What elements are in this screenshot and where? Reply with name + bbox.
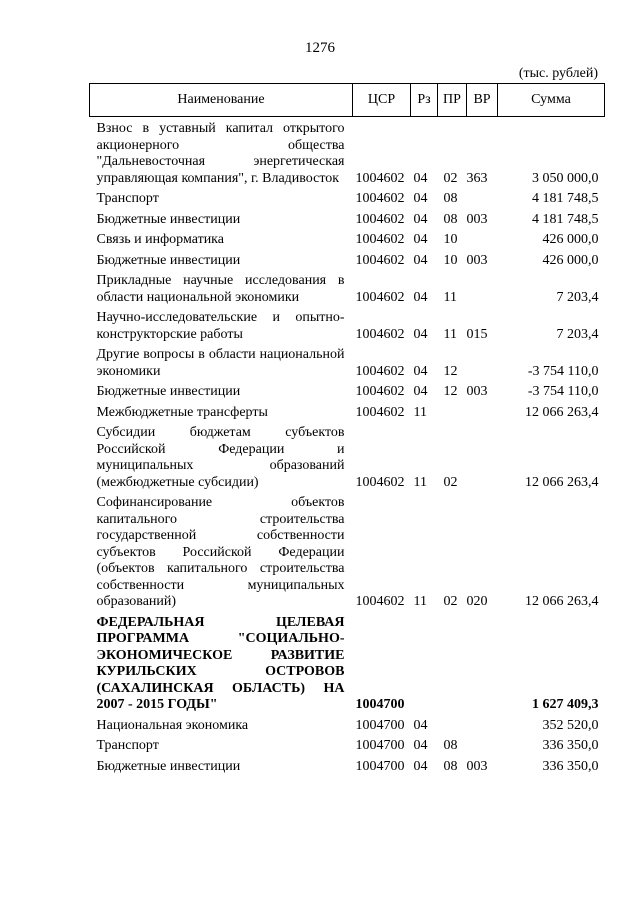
- row-sum: 7 203,4: [556, 326, 599, 342]
- row-pr: [438, 714, 467, 735]
- row-csr: 1004602: [355, 252, 405, 268]
- row-rz: 04: [413, 758, 428, 774]
- row-pr: 11: [443, 289, 457, 305]
- row-vr: 015: [466, 326, 488, 342]
- table-body: [90, 117, 605, 776]
- row-name: Бюджетные инвестиции: [96, 384, 241, 399]
- row-vr: 003: [466, 384, 488, 399]
- row-vr: 003: [466, 758, 488, 774]
- row-name: Национальная экономика: [96, 717, 249, 733]
- row-rz: 04: [413, 252, 428, 268]
- row-pr: 11: [443, 326, 457, 342]
- row-pr: 12: [443, 363, 458, 379]
- row-vr: 020: [466, 594, 488, 609]
- row-pr: 02: [443, 170, 458, 186]
- table-row: [90, 491, 605, 611]
- row-sum: 12 066 263,4: [525, 404, 599, 420]
- row-pr: 10: [443, 252, 458, 268]
- row-name: ФЕДЕРАЛЬНАЯ ЦЕЛЕВАЯ ПРОГРАММА "СОЦИАЛЬНО-ЭКОНОМИЧЕСКОЕ РАЗВИТИЕ КУРИЛЬСКИХ ОСТРОВОВ (САХАЛИНСКАЯ ОБЛАСТЬ) НА 2007 - 2015 ГОДЫ": [96, 614, 345, 712]
- row-pr: 02: [443, 474, 458, 490]
- row-csr: 1004602: [355, 594, 405, 609]
- row-name: Субсидии бюджетам субъектов Российской Федерации и муниципальных образований (межбюджетные субсидии): [96, 425, 345, 490]
- table-row: [90, 228, 605, 249]
- row-sum: 426 000,0: [542, 252, 599, 268]
- row-csr: 1004602: [355, 191, 405, 206]
- row-name: Связь и информатика: [96, 232, 224, 247]
- row-name: Прикладные научные исследования в области национальной экономики: [96, 273, 345, 305]
- row-vr: [467, 343, 498, 380]
- row-rz: 04: [413, 326, 428, 342]
- row-pr: [438, 611, 467, 714]
- row-sum: 1 627 409,3: [532, 697, 599, 712]
- header-rz: Рз: [411, 84, 438, 117]
- row-name: Бюджетные инвестиции: [96, 252, 241, 268]
- header-pr: ПР: [438, 84, 467, 117]
- table-row: [90, 187, 605, 208]
- table-row: [90, 306, 605, 343]
- row-sum: 7 203,4: [556, 289, 599, 305]
- row-rz: 04: [413, 738, 428, 753]
- header-vr: ВР: [467, 84, 498, 117]
- table-row: [90, 343, 605, 380]
- units-label: (тыс. рублей): [518, 66, 598, 81]
- row-pr: 08: [443, 758, 458, 774]
- row-vr: 003: [466, 211, 488, 227]
- row-pr: 08: [443, 211, 458, 227]
- table-row: [90, 755, 605, 776]
- row-csr: 1004700: [355, 697, 405, 712]
- row-sum: 4 181 748,5: [532, 211, 599, 227]
- row-vr: 363: [466, 170, 488, 186]
- row-pr: [438, 401, 467, 422]
- row-name: Взнос в уставный капитал открытого акционерного общества "Дальневосточная энергетическая управляющая компания", г. Владивосток: [96, 121, 345, 186]
- row-sum: 12 066 263,4: [525, 594, 599, 609]
- row-rz: 04: [413, 191, 428, 206]
- row-csr: 1004602: [355, 404, 405, 420]
- table-row: [90, 734, 605, 755]
- row-pr: 08: [443, 738, 458, 753]
- row-csr: 1004602: [355, 363, 405, 379]
- row-rz: 04: [413, 211, 428, 227]
- budget-table: [89, 83, 605, 775]
- row-name: Бюджетные инвестиции: [96, 211, 241, 227]
- row-csr: 1004700: [355, 717, 405, 733]
- row-vr: [467, 421, 498, 491]
- row-rz: 04: [413, 363, 428, 379]
- row-sum: 12 066 263,4: [525, 474, 599, 490]
- row-rz: 04: [413, 232, 428, 247]
- row-sum: -3 754 110,0: [527, 384, 599, 399]
- row-vr: 003: [466, 252, 488, 268]
- row-vr: [467, 401, 498, 422]
- row-vr: [467, 714, 498, 735]
- row-pr: 12: [443, 384, 458, 399]
- row-csr: 1004602: [355, 232, 405, 247]
- row-pr: 10: [443, 232, 458, 247]
- row-rz: [411, 611, 438, 714]
- row-csr: 1004602: [355, 326, 405, 342]
- row-sum: 426 000,0: [542, 232, 599, 247]
- row-vr: [467, 734, 498, 755]
- row-rz: 11: [413, 474, 427, 490]
- table-row: [90, 269, 605, 306]
- row-vr: [467, 269, 498, 306]
- row-pr: 08: [443, 191, 458, 206]
- row-rz: 04: [413, 170, 428, 186]
- row-name: Софинансирование объектов капитального строительства государственной собственности субъектов Российской Федерации (объектов капитального строительства собственности муниципальных образований): [96, 495, 345, 609]
- row-csr: 1004602: [355, 474, 405, 490]
- header-csr: ЦСР: [353, 84, 411, 117]
- page-number: 1276: [305, 40, 335, 56]
- row-rz: 04: [413, 717, 428, 733]
- row-rz: 11: [413, 594, 427, 609]
- row-name: Бюджетные инвестиции: [96, 758, 241, 774]
- row-name: Научно-исследовательские и опытно-конструкторские работы: [96, 310, 345, 342]
- row-sum: 4 181 748,5: [532, 191, 599, 206]
- header-sum: Сумма: [498, 84, 605, 117]
- row-name: Другие вопросы в области национальной экономики: [96, 347, 345, 379]
- row-csr: 1004602: [355, 211, 405, 227]
- row-csr: 1004602: [355, 384, 405, 399]
- row-vr: [467, 187, 498, 208]
- table-row: [90, 401, 605, 422]
- row-csr: 1004700: [355, 758, 405, 774]
- row-sum: 3 050 000,0: [532, 170, 599, 186]
- row-sum: 352 520,0: [542, 717, 599, 733]
- row-name: Межбюджетные трансферты: [96, 404, 268, 420]
- row-rz: 04: [413, 384, 428, 399]
- row-pr: 02: [443, 594, 458, 609]
- row-sum: -3 754 110,0: [527, 363, 599, 379]
- row-csr: 1004602: [355, 289, 405, 305]
- table-row: [90, 380, 605, 401]
- table-row: [90, 714, 605, 735]
- table-row: [90, 249, 605, 270]
- row-name: Транспорт: [96, 191, 159, 206]
- row-csr: 1004602: [355, 170, 405, 186]
- row-sum: 336 350,0: [542, 738, 599, 753]
- table-row: [90, 208, 605, 229]
- header-name: Наименование: [90, 84, 353, 117]
- row-csr: 1004700: [355, 738, 405, 753]
- row-vr: [467, 611, 498, 714]
- row-vr: [467, 228, 498, 249]
- row-rz: 04: [413, 289, 428, 305]
- row-rz: 11: [413, 404, 427, 420]
- table-header-row: [90, 84, 605, 117]
- table-row: [90, 421, 605, 491]
- row-name: Транспорт: [96, 738, 159, 753]
- row-sum: 336 350,0: [542, 758, 599, 774]
- table-row: [90, 611, 605, 714]
- table-row: [90, 117, 605, 188]
